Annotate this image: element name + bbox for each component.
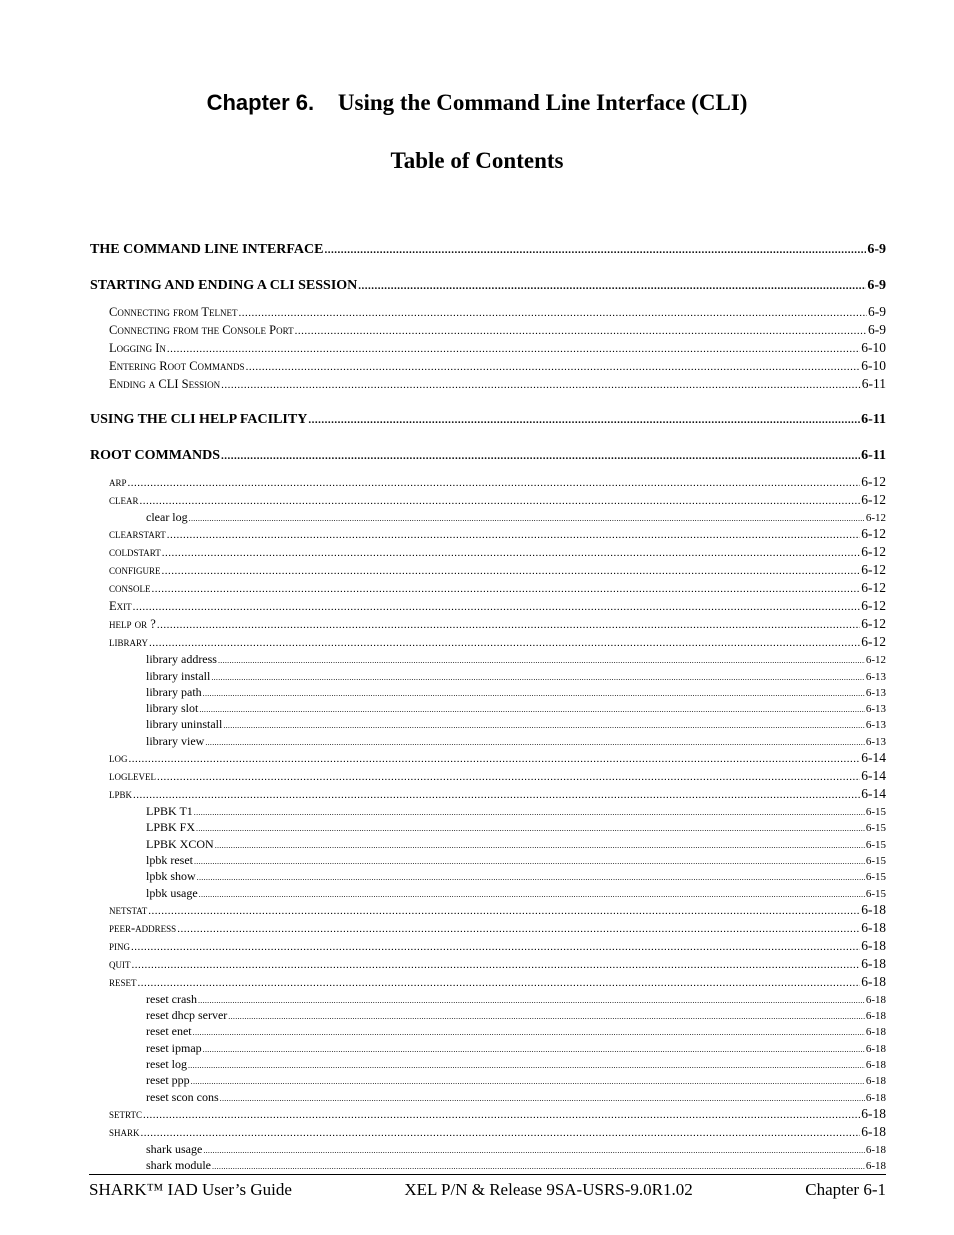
- toc-entry-level-3[interactable]: [90, 868, 886, 884]
- toc-entry-level-2[interactable]: [90, 785, 886, 803]
- toc-entry-level-3[interactable]: [90, 1007, 886, 1023]
- page-footer: [89, 1180, 886, 1200]
- toc-entry-label: STARTING AND ENDING A CLI SESSION: [90, 278, 358, 293]
- table-of-contents: [90, 241, 886, 1174]
- toc-entry-label: ping: [109, 938, 131, 953]
- toc-entry-page: 6-13: [865, 703, 886, 716]
- toc-entry-level-3[interactable]: [90, 1056, 886, 1072]
- toc-entry-level-2[interactable]: [90, 767, 886, 785]
- toc-entry-level-2[interactable]: [90, 615, 886, 633]
- toc-entry-page: 6-12: [865, 654, 886, 667]
- toc-entry-label: help or ?: [109, 617, 156, 632]
- toc-entry-level-2[interactable]: [90, 597, 886, 615]
- toc-dot-leader: [157, 768, 860, 786]
- toc-entry-page: 6-12: [861, 474, 886, 489]
- toc-dot-leader: [148, 902, 860, 920]
- toc-dot-leader: [167, 340, 860, 358]
- toc-entry-page: 6-11: [861, 448, 886, 463]
- toc-entry-page: 6-12: [861, 526, 886, 542]
- toc-dot-leader: [140, 492, 861, 510]
- footer-divider: [89, 1174, 886, 1175]
- toc-entry-label: library install: [146, 668, 211, 683]
- toc-entry-page: 6-12: [861, 580, 886, 596]
- toc-entry-page: 6-18: [865, 1160, 886, 1173]
- toc-dot-leader: [193, 1025, 865, 1041]
- toc-dot-leader: [149, 634, 860, 652]
- footer-guide-title: SHARK™ IAD User’s Guide: [89, 1180, 292, 1199]
- toc-entry-page: 6-18: [865, 1075, 886, 1088]
- toc-dot-leader: [143, 1106, 860, 1124]
- toc-entry-label: shark usage: [146, 1141, 203, 1156]
- toc-entry-page: 6-15: [865, 887, 886, 900]
- toc-entry-level-2[interactable]: [90, 937, 886, 955]
- toc-entry-page: 6-14: [861, 786, 886, 802]
- toc-entry-label: quit: [109, 956, 131, 971]
- toc-entry-page: 6-15: [865, 806, 886, 819]
- toc-entry-page: 6-14: [861, 768, 886, 784]
- chapter-heading: [0, 90, 954, 116]
- toc-entry-label: shark module: [146, 1158, 211, 1173]
- toc-entry-level-2[interactable]: [90, 357, 886, 375]
- toc-entry-label: reset crash: [146, 991, 197, 1006]
- toc-entry-page: 6-10: [861, 340, 886, 355]
- toc-entry-level-1[interactable]: [90, 447, 886, 465]
- toc-entry-level-1[interactable]: [90, 277, 886, 295]
- toc-entry-label: LPBK XCON: [146, 836, 214, 851]
- toc-entry-label: Ending a CLI Session: [109, 377, 221, 391]
- toc-entry-page: 6-18: [861, 919, 886, 935]
- toc-dot-leader: [131, 938, 860, 956]
- toc-entry-label: clearstart: [109, 527, 166, 542]
- toc-dot-leader: [167, 526, 861, 544]
- toc-entry-label: Entering Root Commands: [109, 359, 245, 373]
- toc-entry-page: 6-13: [865, 686, 886, 699]
- toc-entry-label: Exit: [109, 599, 132, 614]
- toc-entry-label: Logging In: [109, 341, 166, 355]
- toc-entry-level-2[interactable]: [90, 1123, 886, 1141]
- toc-entry-label: loglevel: [109, 769, 156, 784]
- toc-dot-leader: [196, 821, 865, 837]
- toc-entry-page: 6-18: [861, 901, 886, 917]
- toc-entry-label: LPBK T1: [146, 804, 193, 819]
- toc-dot-leader: [133, 598, 861, 616]
- toc-entry-level-2[interactable]: [90, 473, 886, 491]
- toc-entry-page: 6-18: [861, 1105, 886, 1121]
- toc-entry-page: 6-18: [865, 1059, 886, 1072]
- toc-dot-leader: [191, 1074, 865, 1090]
- toc-entry-level-3[interactable]: [90, 1023, 886, 1039]
- toc-entry-label: log: [109, 751, 128, 766]
- toc-entry-page: 6-9: [868, 322, 886, 337]
- toc-entry-page: 6-12: [861, 616, 886, 632]
- toc-entry-page: 6-18: [865, 1143, 886, 1156]
- chapter-number: Chapter 6.: [206, 90, 315, 115]
- toc-dot-leader: [194, 854, 865, 870]
- toc-dot-leader: [162, 562, 861, 580]
- toc-dot-leader: [129, 750, 861, 768]
- toc-entry-label: reset ipmap: [146, 1040, 202, 1055]
- toc-heading: Table of Contents: [390, 148, 564, 173]
- toc-dot-leader: [197, 870, 865, 886]
- toc-entry-level-3[interactable]: [90, 991, 886, 1007]
- toc-entry-page: 6-11: [861, 412, 886, 427]
- toc-entry-page: 6-9: [868, 304, 886, 319]
- toc-entry-label: netstat: [109, 902, 148, 917]
- toc-entry-label: reset: [109, 974, 137, 989]
- toc-dot-leader: [141, 1124, 861, 1142]
- footer-release: XEL P/N & Release 9SA-USRS-9.0R1.02: [404, 1180, 693, 1199]
- toc-entry-label: lpbk: [109, 787, 133, 802]
- toc-entry-level-3[interactable]: [90, 1157, 886, 1173]
- toc-entry-label: reset log: [146, 1057, 187, 1072]
- footer-page-number: Chapter 6-1: [805, 1180, 886, 1199]
- toc-entry-level-3[interactable]: [90, 716, 886, 732]
- toc-entry-level-3[interactable]: [90, 700, 886, 716]
- toc-entry-level-2[interactable]: [90, 543, 886, 561]
- toc-entry-page: 6-15: [865, 838, 886, 851]
- toc-entry-page: 6-13: [865, 719, 886, 732]
- toc-entry-label: library address: [146, 652, 217, 667]
- toc-dot-leader: [324, 241, 866, 259]
- toc-entry-page: 6-12: [861, 544, 886, 560]
- toc-entry-level-2[interactable]: [90, 973, 886, 991]
- toc-dot-leader: [198, 993, 865, 1009]
- toc-entry-label: lpbk show: [146, 869, 196, 884]
- toc-dot-leader: [132, 956, 861, 974]
- toc-entry-level-3[interactable]: [90, 1089, 886, 1105]
- toc-entry-page: 6-10: [861, 358, 886, 373]
- toc-entry-level-3[interactable]: [90, 651, 886, 667]
- toc-dot-leader: [211, 670, 865, 686]
- toc-entry-label: LPBK FX: [146, 820, 196, 835]
- toc-entry-level-3[interactable]: [90, 1141, 886, 1157]
- toc-entry-label: shark: [109, 1124, 140, 1139]
- toc-dot-leader: [239, 304, 868, 322]
- toc-entry-label: library: [109, 635, 149, 650]
- toc-entry-level-1[interactable]: [90, 241, 886, 259]
- toc-entry-page: 6-18: [865, 1042, 886, 1055]
- toc-dot-leader: [128, 474, 861, 492]
- toc-entry-level-3[interactable]: [90, 803, 886, 819]
- toc-entry-level-2[interactable]: [90, 579, 886, 597]
- toc-entry-page: 6-18: [865, 1026, 886, 1039]
- toc-entry-level-2[interactable]: [90, 955, 886, 973]
- toc-entry-page: 6-12: [861, 492, 886, 507]
- toc-entry-level-3[interactable]: [90, 819, 886, 835]
- toc-entry-label: lpbk usage: [146, 885, 198, 900]
- toc-entry-label: library uninstall: [146, 717, 223, 732]
- toc-entry-label: coldstart: [109, 545, 161, 560]
- toc-entry-page: 6-18: [861, 937, 886, 953]
- toc-entry-level-3[interactable]: [90, 1040, 886, 1056]
- toc-dot-leader: [188, 1058, 865, 1074]
- toc-entry-page: 6-12: [861, 598, 886, 614]
- toc-entry-label: USING THE CLI HELP FACILITY: [90, 412, 308, 427]
- toc-entry-level-3[interactable]: [90, 684, 886, 700]
- toc-entry-level-2[interactable]: [90, 321, 886, 339]
- toc-entry-level-3[interactable]: [90, 509, 886, 525]
- toc-dot-leader: [189, 511, 865, 527]
- toc-dot-leader: [308, 411, 860, 429]
- toc-entry-label: lpbk reset: [146, 852, 193, 867]
- toc-dot-leader: [203, 1143, 865, 1159]
- toc-entry-page: 6-14: [861, 750, 886, 766]
- chapter-title: Using the Command Line Interface (CLI): [337, 90, 748, 115]
- toc-dot-leader: [228, 1009, 865, 1025]
- toc-dot-leader: [221, 376, 861, 394]
- toc-entry-label: library view: [146, 733, 205, 748]
- toc-entry-page: 6-18: [865, 1010, 886, 1023]
- toc-entry-label: reset scon cons: [146, 1089, 219, 1104]
- toc-dot-leader: [223, 718, 865, 734]
- toc-entry-label: THE COMMAND LINE INTERFACE: [90, 242, 324, 257]
- toc-entry-level-1[interactable]: [90, 411, 886, 429]
- toc-dot-leader: [295, 322, 867, 340]
- toc-dot-leader: [157, 616, 860, 634]
- toc-entry-label: console: [109, 581, 151, 596]
- toc-entry-label: reset dhcp server: [146, 1008, 228, 1023]
- toc-entry-label: library path: [146, 684, 202, 699]
- toc-entry-label: peer-address: [109, 920, 177, 935]
- toc-entry-page: 6-15: [865, 822, 886, 835]
- toc-entry-level-2[interactable]: [90, 561, 886, 579]
- toc-entry-label: ROOT COMMANDS: [90, 448, 221, 463]
- toc-entry-label: reset ppp: [146, 1073, 190, 1088]
- toc-entry-level-2[interactable]: [90, 339, 886, 357]
- toc-dot-leader: [203, 1042, 865, 1058]
- toc-dot-leader: [177, 920, 860, 938]
- toc-entry-level-2[interactable]: [90, 919, 886, 937]
- toc-entry-level-2[interactable]: [90, 375, 886, 393]
- toc-dot-leader: [220, 1091, 865, 1107]
- toc-entry-page: 6-18: [865, 993, 886, 1006]
- toc-entry-page: 6-13: [865, 670, 886, 683]
- toc-entry-label: Connecting from Telnet: [109, 305, 238, 319]
- toc-entry-page: 6-18: [861, 955, 886, 971]
- toc-entry-page: 6-11: [861, 376, 886, 391]
- toc-entry-level-3[interactable]: [90, 885, 886, 901]
- toc-entry-label: Connecting from the Console Port: [109, 323, 294, 337]
- toc-entry-level-3[interactable]: [90, 733, 886, 749]
- toc-entry-level-2[interactable]: [90, 491, 886, 509]
- toc-entry-page: 6-12: [865, 512, 886, 524]
- toc-entry-page: 6-18: [861, 973, 886, 989]
- toc-dot-leader: [194, 805, 865, 821]
- toc-entry-page: 6-12: [861, 562, 886, 578]
- toc-entry-level-2[interactable]: [90, 633, 886, 651]
- toc-dot-leader: [199, 887, 865, 903]
- toc-dot-leader: [138, 974, 861, 992]
- toc-entry-level-3[interactable]: [90, 852, 886, 868]
- toc-entry-label: arp: [109, 475, 127, 489]
- toc-dot-leader: [246, 358, 861, 376]
- toc-dot-leader: [205, 735, 865, 751]
- toc-dot-leader: [133, 786, 860, 804]
- toc-entry-label: clear: [109, 493, 139, 507]
- toc-dot-leader: [358, 277, 866, 295]
- toc-dot-leader: [199, 702, 865, 718]
- toc-dot-leader: [152, 580, 861, 598]
- toc-dot-leader: [215, 838, 865, 854]
- toc-entry-page: 6-13: [865, 735, 886, 748]
- toc-dot-leader: [218, 653, 865, 669]
- toc-entry-page: 6-9: [867, 242, 886, 257]
- toc-entry-page: 6-12: [861, 634, 886, 650]
- toc-entry-level-2[interactable]: [90, 901, 886, 919]
- toc-dot-leader: [203, 686, 865, 702]
- toc-entry-level-3[interactable]: [90, 836, 886, 852]
- toc-entry-label: reset enet: [146, 1024, 192, 1039]
- toc-entry-page: 6-15: [865, 854, 886, 867]
- toc-dot-leader: [221, 447, 860, 465]
- toc-entry-label: clear log: [146, 510, 188, 524]
- toc-entry-level-2[interactable]: [90, 303, 886, 321]
- toc-entry-level-2[interactable]: [90, 1105, 886, 1123]
- toc-entry-label: library slot: [146, 701, 199, 716]
- toc-entry-level-2[interactable]: [90, 525, 886, 543]
- toc-entry-page: 6-18: [861, 1123, 886, 1139]
- toc-entry-page: 6-18: [865, 1091, 886, 1104]
- toc-entry-page: 6-9: [867, 278, 886, 293]
- toc-entry-label: configure: [109, 563, 161, 578]
- toc-entry-level-2[interactable]: [90, 749, 886, 767]
- toc-dot-leader: [162, 544, 861, 562]
- toc-entry-page: 6-15: [865, 871, 886, 884]
- toc-entry-label: setrtc: [109, 1106, 142, 1121]
- toc-entry-level-3[interactable]: [90, 668, 886, 684]
- toc-entry-level-3[interactable]: [90, 1072, 886, 1088]
